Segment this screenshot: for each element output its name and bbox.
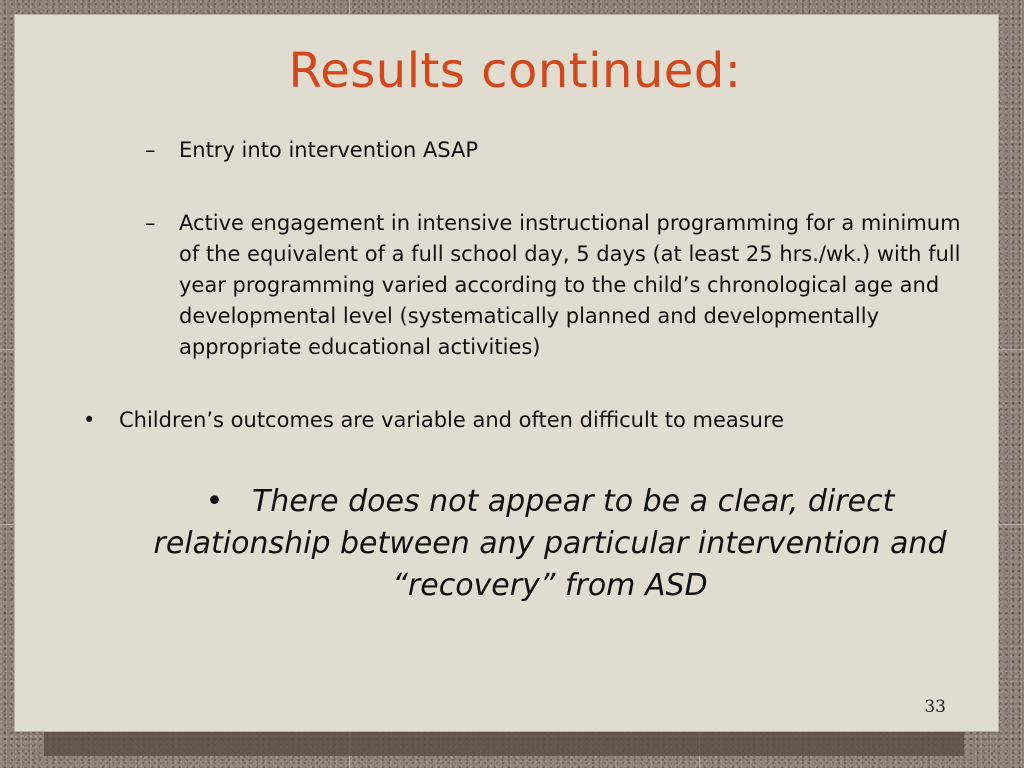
slide-title: Results continued: (288, 43, 742, 99)
sub-item (145, 208, 985, 363)
dash-marker: – (145, 138, 156, 162)
sub-item-text: Active engagement in intensive instructional programming for a minimum of the equivalent of a full school day, 5 days (at least 25 hrs./wk.) with full year programming varied according to the child’s chronological age and developmental level (systematically planned and developmentally appropriate educational activities) (179, 211, 961, 359)
emphasis-text: There does not appear to be a clear, direct relationship between any particular intervention and “recovery” from ASD (153, 484, 947, 603)
dash-marker: – (145, 211, 156, 235)
emphasis-bullet-marker: • (205, 484, 243, 519)
sub-item-text: Entry into intervention ASAP (179, 138, 479, 162)
bullet-item-text: Children’s outcomes are variable and often difficult to measure (119, 408, 785, 432)
sub-item (145, 135, 985, 166)
bullet-marker: • (83, 408, 96, 432)
bullet-item (83, 405, 983, 436)
slide-panel (14, 14, 999, 732)
emphasis-statement (115, 481, 985, 607)
page-number: 33 (924, 697, 946, 717)
